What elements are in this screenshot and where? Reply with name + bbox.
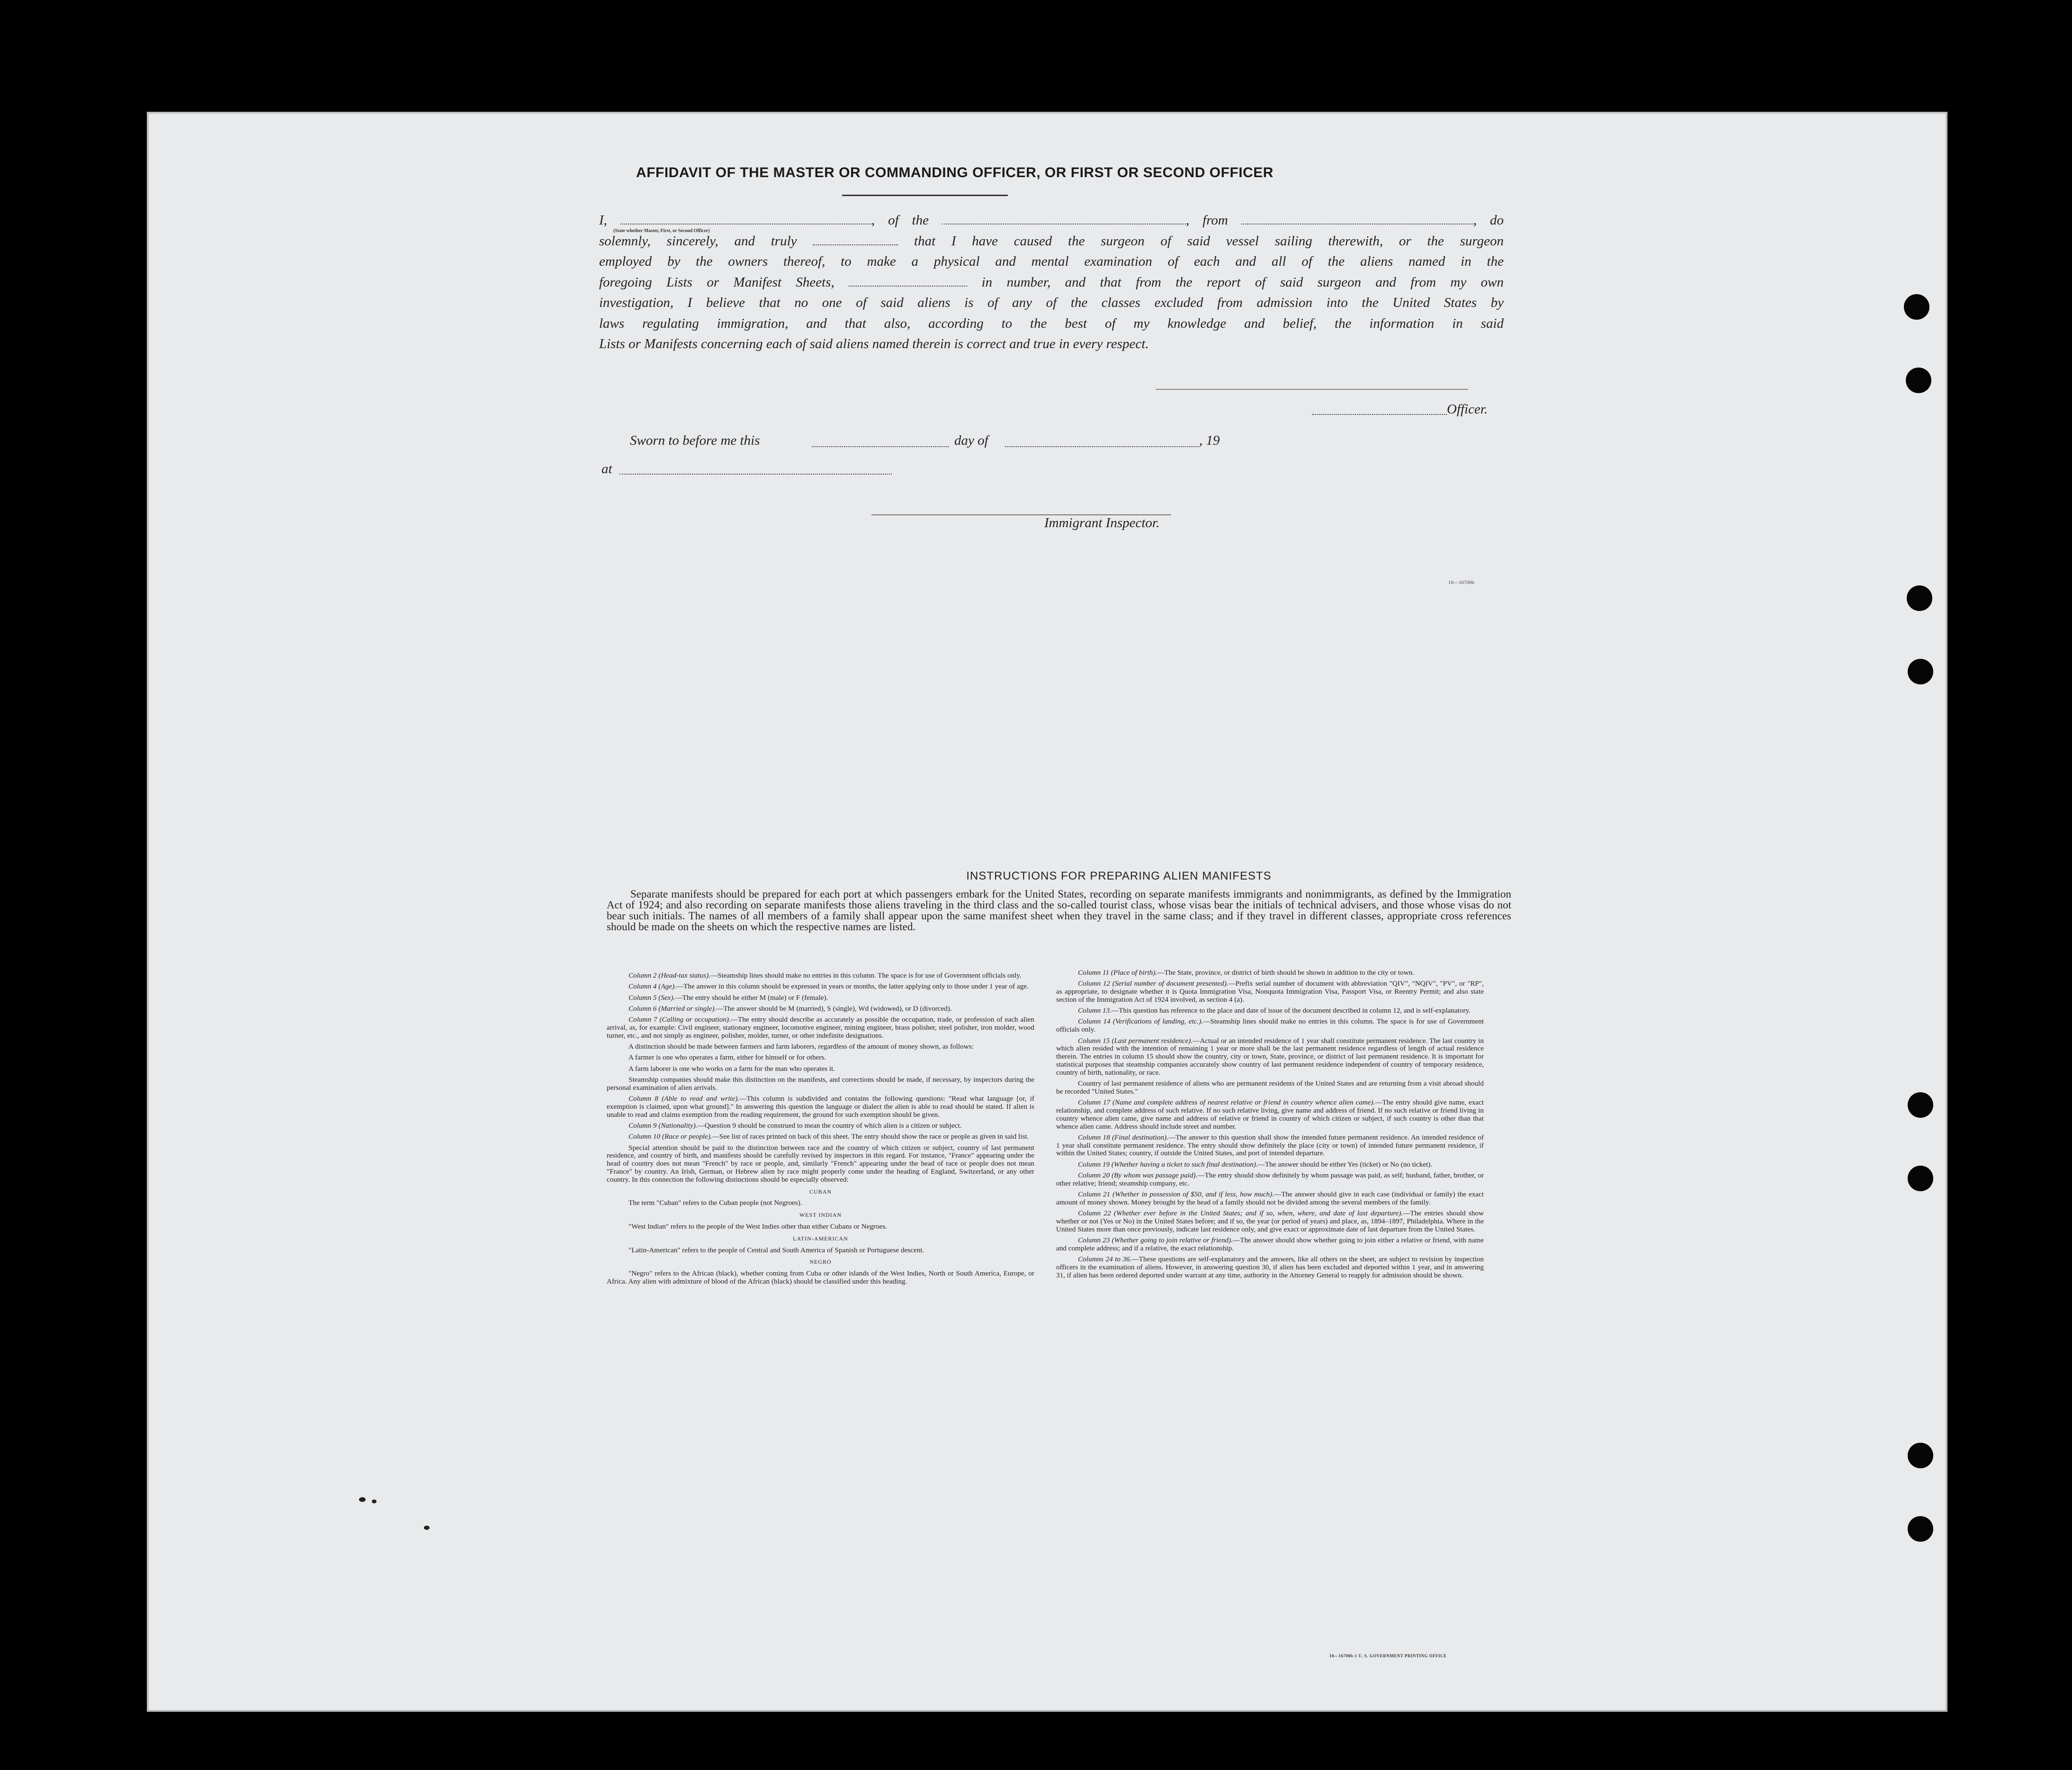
punch-hole [1907,585,1932,611]
column-text: —The State, province, or district of birth should be shown in addition to the city or town. [1157,969,1415,977]
instruction-paragraph [607,1016,1034,1040]
instruction-paragraph [607,1065,1034,1073]
instruction-paragraph [1056,1161,1484,1169]
column-lead: Column 12 (Serial number of document presented). [1078,979,1229,988]
column-lead: Column 17 (Name and complete address of nearest relative or friend in country whence alien came). [1078,1098,1375,1107]
column-lead: Column 2 (Head-tax status). [628,971,710,979]
scan-blemish [359,1497,366,1502]
column-lead: Column 15 (Last permanent residence). [1078,1036,1193,1045]
column-text: —The answer should be either Yes (ticket) or No (no ticket). [1257,1160,1433,1168]
form-number: 10—16700b [1448,580,1474,585]
day-of-label: day of [954,433,988,448]
text-foregoing: foregoing Lists or Manifest Sheets, [599,274,834,290]
affidavit-line-2 [599,231,1504,252]
column-lead: Column 7 (Calling or occupation). [628,1015,731,1024]
instruction-paragraph [607,1095,1034,1119]
column-text: —The answer should show whether going to join either a relative or friend, with name and complete address; and if a relative, the exact relationship. [1056,1236,1484,1252]
instruction-paragraph [607,1122,1034,1130]
race-heading: NEGRO [809,1258,832,1266]
instruction-paragraph [1056,1037,1484,1077]
instruction-paragraph [1056,1172,1484,1188]
text-from: , from [1185,213,1228,228]
affidavit-line-7: Lists or Manifests concerning each of said aliens named therein is correct and true in every respect. [599,336,1149,351]
column-text: A farm laborer is one who works on a farm for the man who operates it. [628,1064,835,1073]
text-of-the: , of the [871,213,929,228]
printing-office-note: 10—16700b-1 U. S. GOVERNMENT PRINTING OFFICE [1329,1653,1447,1658]
race-heading: WEST INDIAN [799,1212,842,1219]
text-solemnly: solemnly, sincerely, and truly [599,233,797,249]
officer-rank-field[interactable] [620,212,871,225]
column-text: A farmer is one who operates a farm, either for himself or for others. [628,1053,826,1062]
column-text: —The answer should be M (married), S (single), Wd (widowed), or D (divorced). [716,1004,952,1013]
punch-hole [1908,1443,1933,1468]
scan-blemish [424,1526,430,1530]
column-lead: Column 6 (Married or single). [628,1004,717,1013]
column-text: —The answer should give in each case (individual or family) the exact amount of money shown. Money brought by the head of a family should not be divided among the several members of the family. [1056,1190,1484,1206]
column-lead: Column 4 (Age). [628,982,676,991]
affidavit-line-1 [599,210,1504,231]
instruction-paragraph [1056,1018,1484,1034]
sworn-label: Sworn to before me this [630,433,760,448]
instruction-paragraph [1056,1134,1484,1158]
column-lead: Column 13. [1078,1006,1112,1015]
column-lead: Column 18 (Final destination). [1078,1133,1168,1141]
affidavit-line-4 [599,272,1504,293]
sheet-count-field[interactable] [849,274,967,287]
instruction-paragraph [1056,1099,1484,1131]
instructions-intro [607,889,1511,932]
instruction-paragraph [1056,1007,1484,1015]
race-definition: "West Indian" refers to the people of the West Indies other than either Cubans or Negroes. [628,1222,888,1231]
officer-label: Officer. [1447,402,1488,417]
column-text: A distinction should be made between farmers and farm laborers, regardless of the amount of money shown, as follows: [628,1042,974,1051]
column-lead: Column 9 (Nationality). [628,1121,698,1130]
column-lead: Column 5 (Sex). [628,993,675,1002]
punch-hole [1908,1516,1933,1542]
punch-hole [1904,294,1929,320]
document-page [147,112,1947,1712]
column-lead: Column 23 (Whether going to join relative or friend). [1078,1236,1233,1245]
column-text: —Question 9 should be construed to mean the country of which alien is a citizen or subject. [697,1121,962,1130]
race-definition: "Negro" refers to the African (black), whether coming from Cuba or other islands of the West Indies, North or South America, Europe, or Africa. Any alien with admixture of blood of the African (black) should be classified under this heading. [607,1269,1034,1285]
affidavit-line-3: employed by the owners thereof, to make a physical and mental examination of each and all of the aliens named in the [599,254,1504,269]
instruction-paragraph [1056,1210,1484,1233]
race-heading: CUBAN [809,1188,832,1195]
column-text: —The entry should show definitely by whom passage was paid, as self; husband, father, brother, or other relative; friend; steamship company, etc. [1056,1171,1484,1187]
column-text: —The answer to this question shall show the intended future permanent residence. An intended residence of 1 year shall constitute permanent residence. The entry should show definitely the place (city or town) of intended future permanent residence, if within the United States; country, if outside the United States, and port of intended departure. [1056,1133,1484,1158]
officer-signature-line[interactable] [1156,389,1468,390]
year-label: , 19 [1199,433,1220,448]
affidavit-title: AFFIDAVIT OF THE MASTER OR COMMANDING OFFICER, OR FIRST OR SECOND OFFICER [636,165,1274,180]
column-text: —This question has reference to the place and date of issue of the document described in column 12, and is self-explanatory. [1111,1006,1471,1015]
inspector-label: Immigrant Inspector. [1044,515,1160,530]
instruction-paragraph [607,1144,1034,1184]
affidavit-body [599,210,1504,355]
instruction-paragraph [1056,1237,1484,1253]
text-i: I, [599,213,607,228]
column-text: —See list of races printed on back of this sheet. The entry should show the race or people as given in said list. [712,1132,1029,1141]
column-text: Steamship companies should make this distinction on the manifests, and corrections should be made, if necessary, by inspectors during the personal examination of alien arrivals. [607,1075,1034,1092]
instruction-paragraph [607,972,1034,980]
instruction-paragraph [1056,969,1484,977]
column-text: —These questions are self-explanatory and the answers, like all others on the sheet, are subject to revision by inspection officers in the examination of aliens. However, in answering question 30, if alien has been excluded and deported within 1 year, and in answering 31, if alien has been ordered deported under warrant at any time, authority in the Attorney General to reapply for admission should be shown. [1056,1255,1484,1279]
instructions-right-column [1056,969,1484,1283]
column-lead: Column 21 (Whether in possession of $50, and if less, how much). [1078,1190,1274,1199]
scan-blemish [372,1500,377,1503]
instruction-paragraph [1056,1080,1484,1096]
column-lead: Columns 24 to 36. [1078,1255,1132,1264]
column-text: Special attention should be paid to the distinction between race and the country of which citizen or subject, country of last permanent residence, and country of birth, and manifests should be carefully revised by inspectors in this regard. For instance, "France" appearing under the head of country does not mean "French" by race or people, and, similarly "French" appearing under the head of race or people does not mean "France" by country. An Irish, German, or Hebrew alien by race might properly come under the heading of England, Switzerland, or any other country. In this connection the following distinctions should be especially observed: [607,1143,1034,1184]
intro-paragraph: Separate manifests should be prepared for each port at which passengers embark for the United States, recording on separate manifests immigrants and nonimmigrants, as defined by the Immigration Act of 1924; and also recording on separate manifests those aliens traveling in the third class and the so-called tourist class, whose visas bear the initials of technical advisers, and those whose visas do not bear such initials. The names of all members of a family shall appear upon the same manifest sheet when they travel in the same class; and if they travel in different classes, appropriate cross references should be made on the sheets on which the respective names are listed. [607,888,1511,933]
column-lead: Column 14 (Verifications of landing, etc.). [1078,1017,1203,1026]
column-text: —Steamship lines should make no entries in this column. The space is for use of Government officials only. [710,971,1022,979]
column-lead: Column 8 (Able to read and write). [628,1095,740,1103]
punch-hole [1908,659,1933,684]
affidavit-line-6: laws regulating immigration, and that also, according to the best of my knowledge and belief, the information in said [599,315,1504,331]
text-do: , do [1473,213,1504,228]
punch-hole [1908,1166,1933,1191]
race-heading: LATIN-AMERICAN [793,1235,848,1242]
column-text: —This column is subdivided and contains the following questions: "Read what language [or, if exemption is claimed, upon what ground]." In answering this question the language or dialect the alien is able to read should be stated. If alien is unable to read and claims exemption from the reading requirement, the ground for such exemption should be given. [607,1095,1035,1119]
race-definition: "Latin-American" refers to the people of Central and South America of Spanish or Portuguese descent. [628,1246,924,1254]
sworn-place-field[interactable] [619,474,892,475]
vessel-name-field[interactable] [942,212,1186,225]
officer-title-line[interactable] [1312,414,1447,415]
column-lead: Column 22 (Whether ever before in the United States; and if so, when, where, and date of last departure). [1078,1209,1403,1218]
instruction-paragraph [1056,1256,1484,1279]
instruction-paragraph [1056,1191,1484,1207]
column-lead: Column 10 (Race or people). [628,1132,712,1141]
instruction-paragraph [607,1076,1034,1092]
column-text: —Actual or an intended residence of 1 year shall constitute permanent residence. The last country in which alien resided with the intention of remaining 1 year or more shall be the last permanent residence regardless of length of actual residence therein. The entries in column 15 should show the country, city or town, State, province, or district of last permanent residence. It is important for statistical purposes that steamship companies accurately show country of last permanent residence independent of country of temporary residence, country of birth, nationality, or race. [1056,1036,1484,1077]
at-label: at [601,461,612,476]
instructions-title: INSTRUCTIONS FOR PREPARING ALIEN MANIFESTS [966,870,1272,882]
instruction-paragraph [607,983,1034,991]
column-lead: Column 11 (Place of birth). [1078,969,1157,977]
instruction-paragraph [607,1133,1034,1141]
column-text: —The entry should describe as accurately as possible the occupation, trade, or profession of each alien arrival, as, for example: Civil engineer, stationary engineer, locomotive engineer, mining engineer, brass polisher, steel polisher, iron molder, wood turner, etc., and not simply as engineer, polisher, molder, turner, or other indefinite designations. [607,1015,1034,1040]
column-lead: Column 19 (Whether having a ticket to such final destination). [1078,1160,1258,1168]
punch-hole [1906,368,1931,393]
column-text: —The entry should be either M (male) or F (female). [675,993,828,1002]
instruction-paragraph [607,1043,1034,1051]
title-rule [842,195,1008,196]
port-field[interactable] [1241,212,1473,225]
text-in-number: in number, and that from the report of said surgeon and from my own [981,274,1504,290]
column-text: —The answer in this column should be expressed in years or months, the latter applying only to those under 1 year of age. [676,982,1029,991]
column-text: —Steamship lines should make no entries in this column. The space is for use of Government officials only. [1056,1017,1484,1034]
instructions-left-column [607,972,1034,1289]
column-lead: Column 20 (By whom was passage paid). [1078,1171,1198,1180]
column-text: —Prefix serial number of document with abbreviation "QIV", "NQIV", "PV", or "RP", as appropriate, to designate whether it is Quota Immigration Visa, Nonquota Immigration Visa, Passport Visa, or Reentry Permit; and also state section of the Immigration Act of 1924 involved, as section 4 (a). [1056,979,1484,1004]
affidavit-line-5: investigation, I believe that no one of said aliens is of any of the classes excluded from admission into the United States by [599,295,1504,310]
column-text: Country of last permanent residence of aliens who are permanent residents of the United States and are returning from a visit abroad should be recorded "United States." [1056,1079,1484,1096]
column-text: —The entry should give name, exact relationship, and complete address of such relative. If no such relative living, give name and address of friend. If no such relative or friend living in country whence alien came, give name and address of relative or friend in country of which citizen or subject, if such country is other than that whence alien came. Address should include street and number. [1056,1098,1484,1131]
sworn-day-field[interactable] [812,446,949,447]
text-surgeon: that I have caused the surgeon of said vessel sailing therewith, or the surgeon [914,233,1504,249]
instruction-paragraph [607,994,1034,1002]
sworn-month-field[interactable] [1005,446,1199,447]
punch-hole [1908,1092,1933,1118]
instruction-paragraph [1056,980,1484,1004]
swear-field[interactable] [813,233,898,245]
instruction-paragraph [607,1054,1034,1062]
instruction-paragraph [607,1005,1034,1013]
rank-subnote: (State whether Master, First, or Second Officer) [613,228,710,234]
column-text: —The entries should show whether or not (Yes or No) in the United States before; and if so, the year (or period of years) and place, as, 1894–1897, Philadelphia. Where in the United States more than once previously, indicate last residence only, and give exact or approximate date of last departure from the United States. [1056,1209,1484,1233]
race-definition: The term "Cuban" refers to the Cuban people (not Negroes). [628,1199,802,1207]
